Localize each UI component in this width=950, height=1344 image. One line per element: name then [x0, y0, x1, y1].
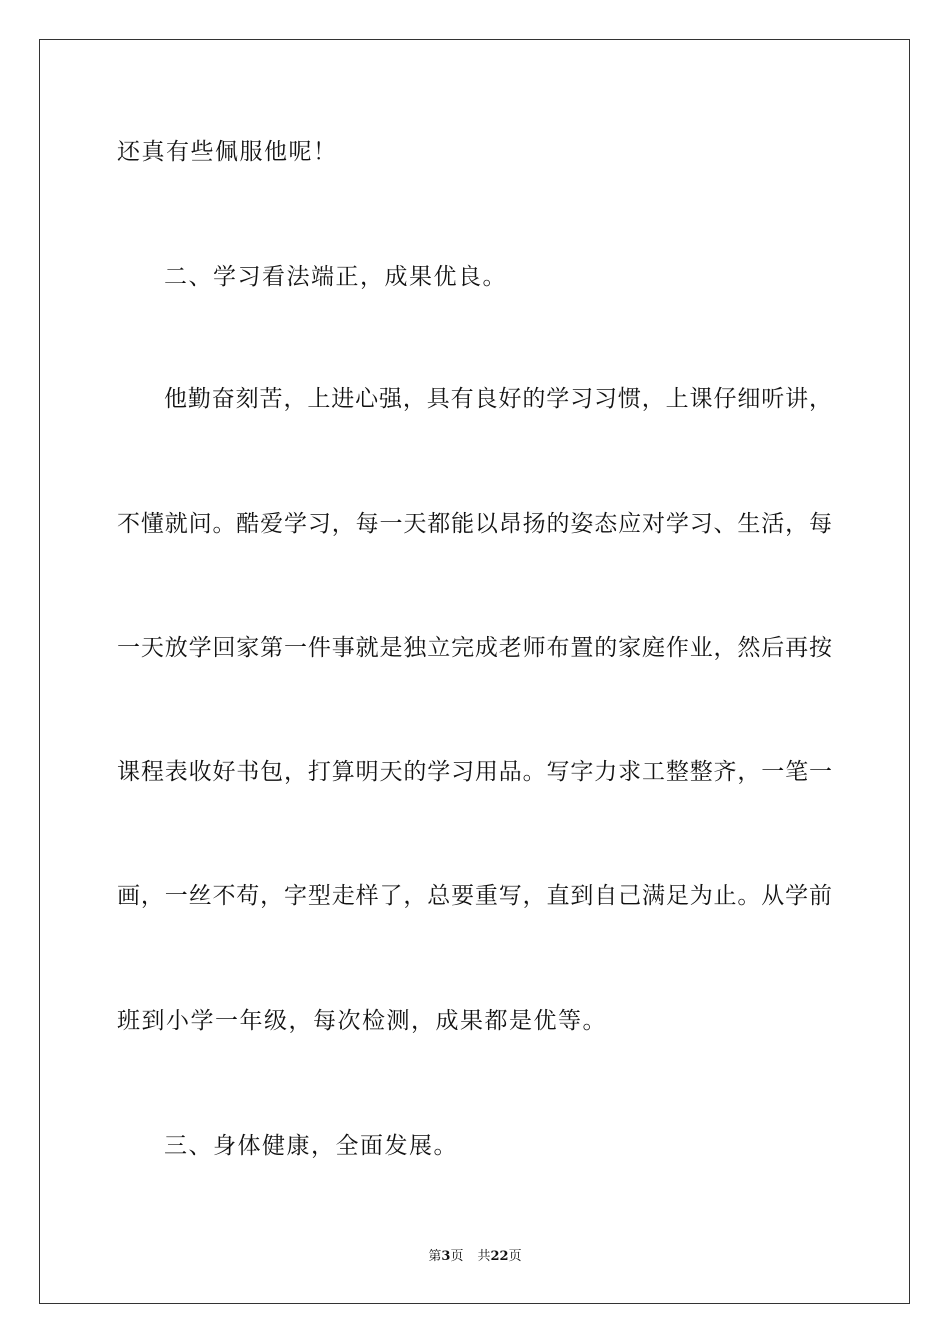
paragraph-line: 画，一丝不苟，字型走样了，总要重写，直到自己满足为止。从学前: [117, 883, 832, 909]
footer-page-number: 3: [441, 1249, 451, 1264]
footer-total-prefix: 共: [477, 1249, 491, 1264]
footer-total-pages: 22: [490, 1249, 509, 1264]
paragraph-line: 课程表收好书包，打算明天的学习用品。写字力求工整整齐，一笔一: [117, 759, 832, 785]
paragraph-line: 不懂就问。酷爱学习，每一天都能以昂扬的姿态应对学习、生活，每: [117, 511, 832, 537]
section-heading: 三、身体健康，全面发展。: [164, 1133, 458, 1159]
footer-page-suffix: 页: [450, 1249, 464, 1264]
footer-page-prefix: 第: [428, 1249, 442, 1264]
paragraph-line: 他勤奋刻苦，上进心强，具有良好的学习习惯，上课仔细听讲，: [164, 386, 832, 412]
section-heading: 二、学习看法端正，成果优良。: [164, 264, 507, 290]
page-border: [39, 39, 910, 1304]
page-footer: [0, 1248, 950, 1266]
paragraph-line: 还真有些佩服他呢！: [117, 139, 338, 165]
footer-total-suffix: 页: [508, 1249, 522, 1264]
paragraph-line: 班到小学一年级，每次检测，成果都是优等。: [117, 1008, 607, 1034]
paragraph-line: 一天放学回家第一件事就是独立完成老师布置的家庭作业，然后再按: [117, 635, 832, 661]
